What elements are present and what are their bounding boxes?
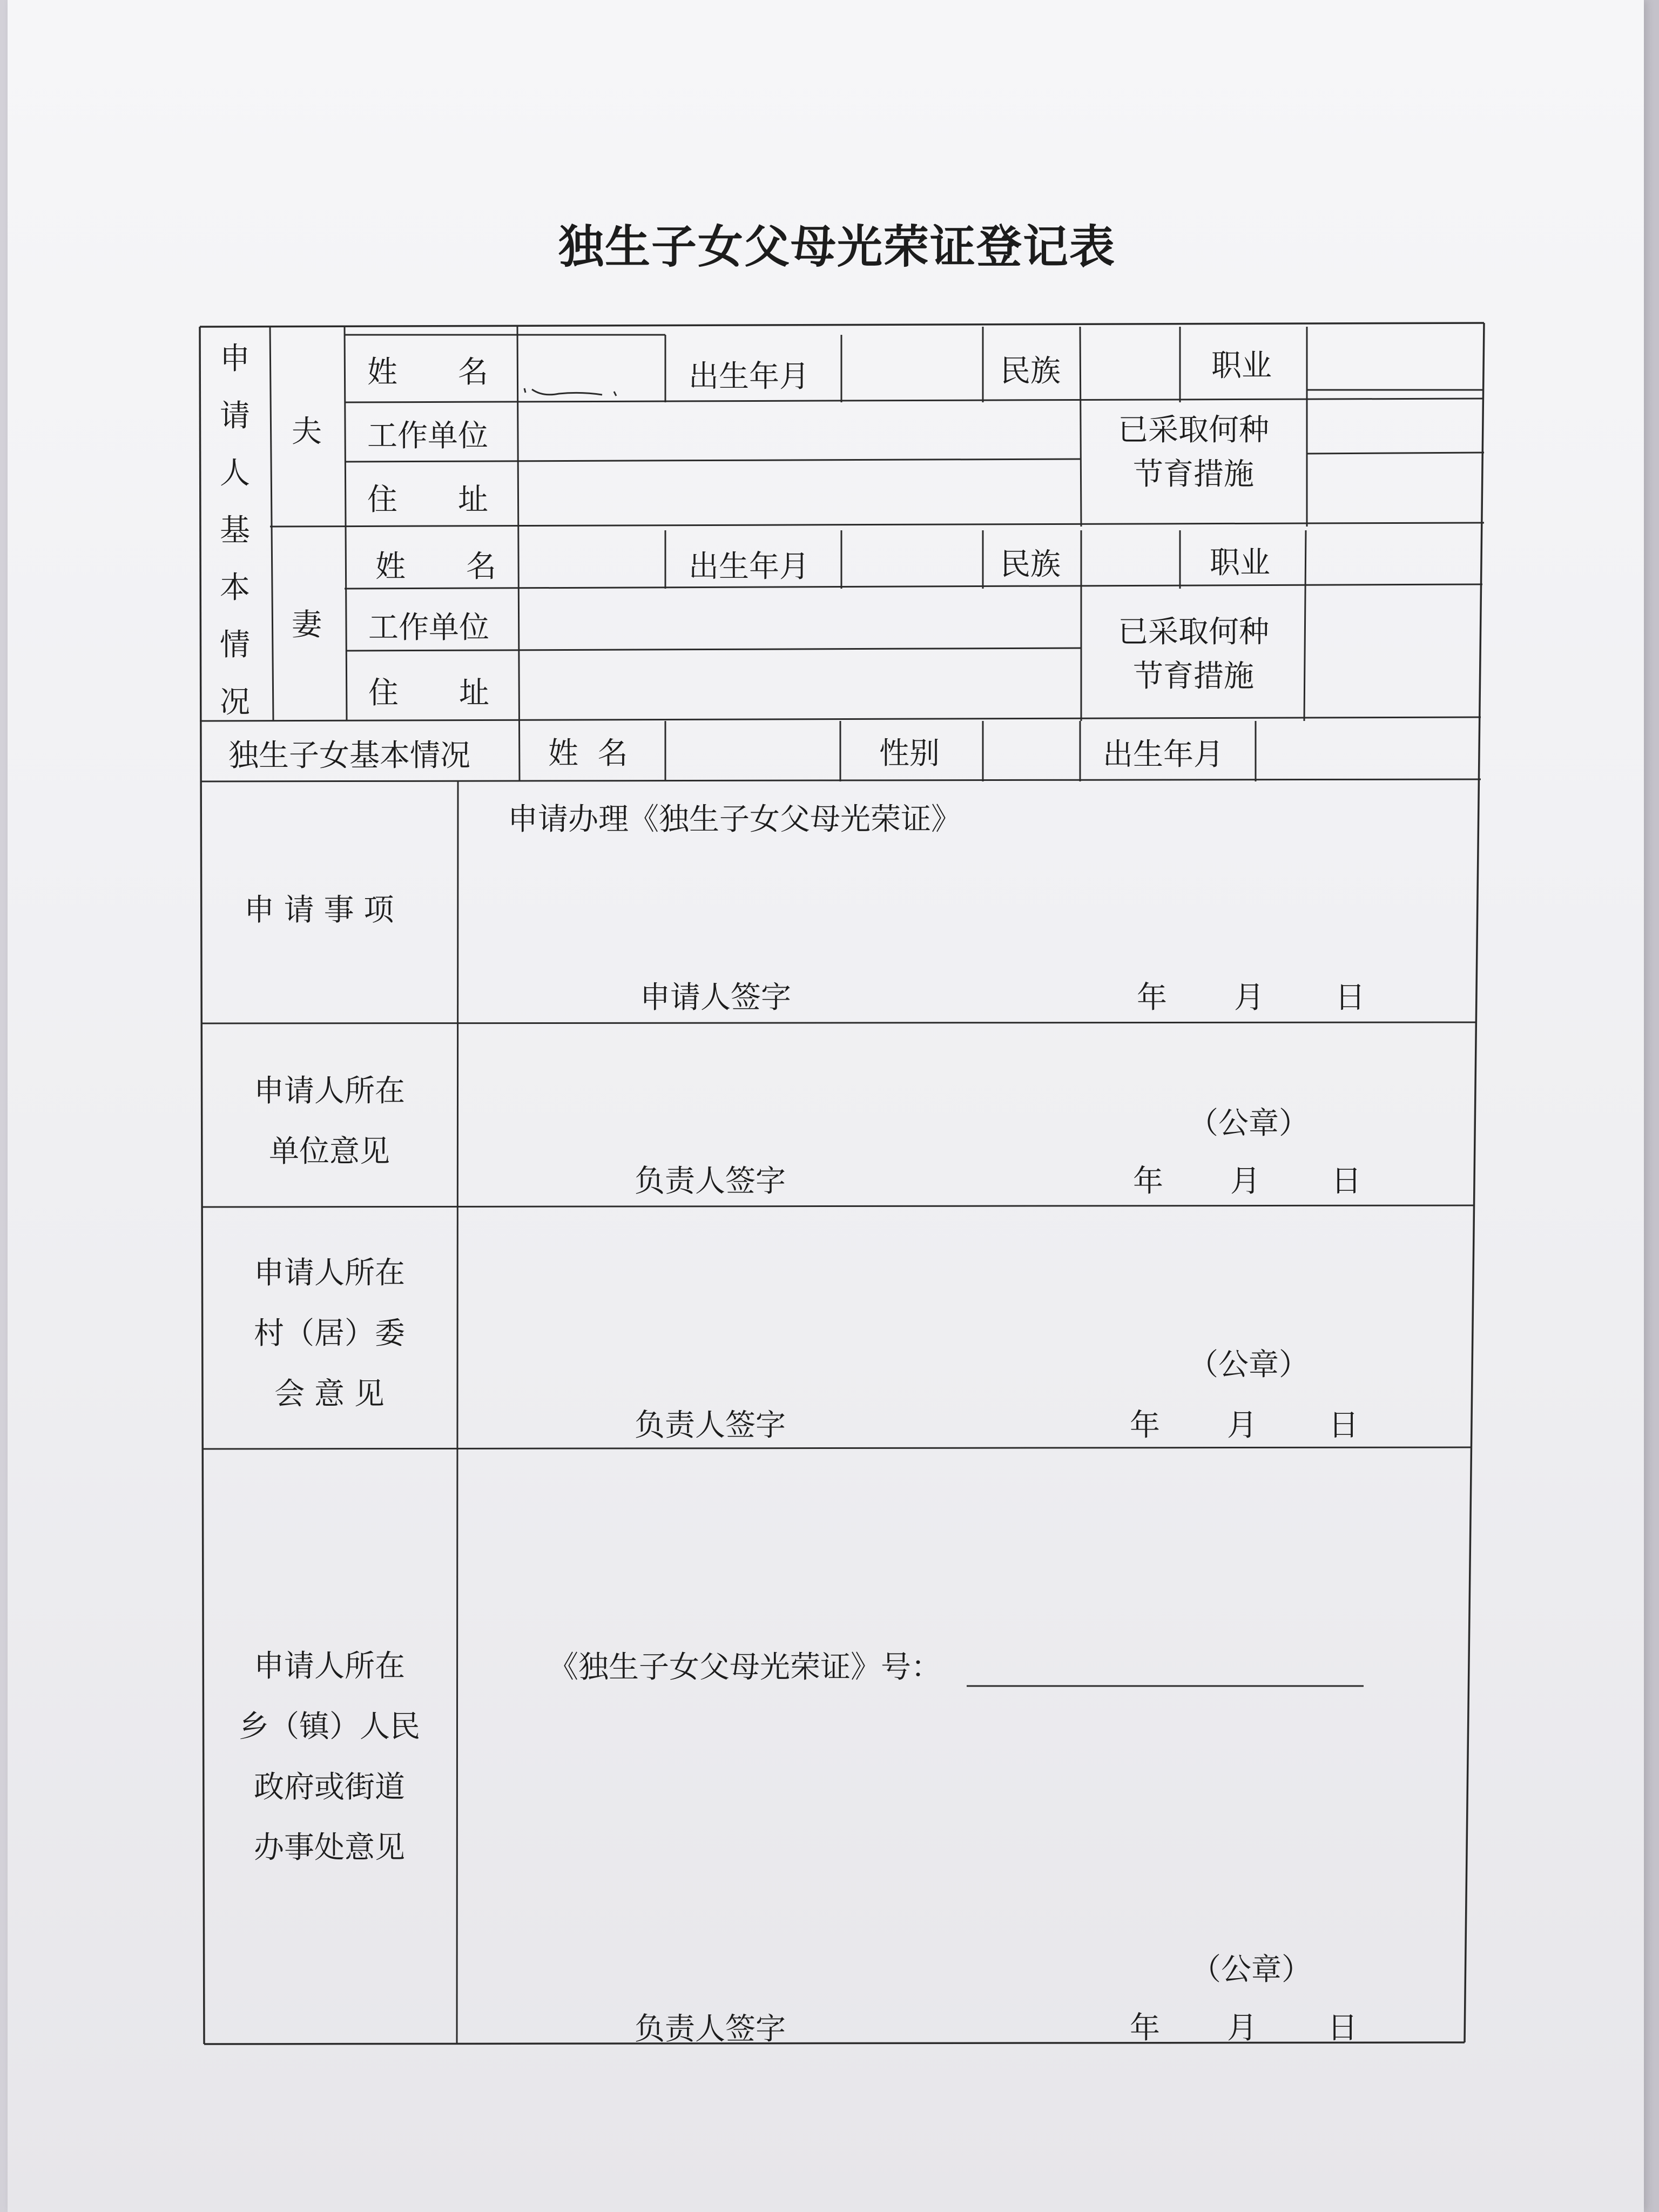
work-unit-date-day: 日: [1331, 1164, 1361, 1199]
husband-ethnicity-label: 民族: [1000, 354, 1061, 389]
application-content-area[interactable]: [459, 842, 1474, 967]
husband-occupation-field[interactable]: [1308, 328, 1483, 389]
child-name-label: 姓 名: [548, 736, 628, 771]
wife-workplace-label: 工作单位: [368, 610, 489, 645]
applicant-group-label: 申请人基本情况: [220, 341, 250, 720]
work-unit-seal: （公章）: [1188, 1106, 1309, 1141]
application-signature-label: 申请人签字: [640, 980, 791, 1015]
husband-label: 夫: [292, 414, 322, 449]
wife-occupation-label: 职业: [1210, 545, 1270, 581]
form-title: 独生子女父母光荣证登记表: [558, 220, 1116, 273]
township-opinion-area[interactable]: [459, 1701, 1464, 1939]
township-date-year: 年: [1130, 2011, 1160, 2046]
village-date-day: 日: [1328, 1408, 1359, 1443]
application-label: 申 请 事 项: [244, 893, 394, 928]
certificate-number-label: 《独生子女父母光荣证》号：: [548, 1650, 941, 1685]
husband-workplace-field[interactable]: [520, 404, 1079, 459]
wife-label: 妻: [292, 608, 322, 643]
village-signature-label: 负责人签字: [635, 1408, 786, 1443]
township-opinion-label: 申请人所在 乡（镇）人民 政府或街道 办事处意见: [239, 1649, 420, 1865]
husband-occupation-label: 职业: [1211, 348, 1272, 383]
husband-name-field[interactable]: [518, 336, 664, 401]
wife-name-field[interactable]: [521, 528, 664, 588]
child-birth-label: 出生年月: [1103, 737, 1224, 772]
application-text: 申请办理《独生子女父母光荣证》: [508, 802, 961, 837]
township-seal: （公章）: [1191, 1952, 1312, 1987]
application-date-month: 月: [1234, 980, 1264, 1015]
husband-contraception-label: 已采取何种 节育措施: [1118, 413, 1269, 492]
child-gender-label: 性别: [879, 736, 940, 771]
husband-contraception-field[interactable]: [1308, 401, 1483, 522]
village-date-month: 月: [1227, 1408, 1257, 1443]
wife-contraception-label: 已采取何种 节育措施: [1118, 615, 1269, 694]
husband-birth-label: 出生年月: [689, 359, 810, 394]
village-opinion-area[interactable]: [459, 1210, 1472, 1339]
child-name-field[interactable]: [666, 723, 839, 780]
wife-contraception-field[interactable]: [1307, 586, 1481, 716]
township-date-month: 月: [1227, 2011, 1257, 2046]
child-birth-field[interactable]: [1257, 721, 1480, 779]
husband-birth-field[interactable]: [842, 336, 982, 401]
husband-ethnicity-field[interactable]: [1081, 328, 1178, 401]
work-unit-opinion-label: 申请人所在 单位意见: [254, 1074, 405, 1169]
husband-address-field[interactable]: [520, 463, 1079, 525]
application-date-day: 日: [1335, 980, 1365, 1015]
husband-name-label: 姓 名: [367, 355, 488, 390]
application-date-year: 年: [1137, 980, 1167, 1015]
wife-birth-label: 出生年月: [689, 549, 810, 584]
township-date-day: 日: [1327, 2011, 1358, 2046]
wife-occupation-field[interactable]: [1307, 527, 1482, 583]
village-seal: （公章）: [1188, 1347, 1309, 1382]
work-unit-signature-label: 负责人签字: [635, 1164, 786, 1199]
wife-name-label: 姓 名: [375, 549, 496, 584]
wife-workplace-field[interactable]: [521, 591, 1080, 647]
wife-address-label: 住 址: [368, 676, 489, 711]
wife-ethnicity-label: 民族: [1000, 547, 1061, 582]
work-unit-date-year: 年: [1133, 1164, 1163, 1199]
work-unit-date-month: 月: [1230, 1164, 1260, 1199]
husband-workplace-label: 工作单位: [367, 419, 488, 454]
husband-address-label: 住 址: [367, 482, 488, 517]
village-opinion-label: 申请人所在 村（居）委 会 意 见: [254, 1256, 405, 1412]
wife-birth-field[interactable]: [842, 528, 982, 588]
township-signature-label: 负责人签字: [635, 2012, 786, 2047]
certificate-number-field[interactable]: [967, 1647, 1364, 1685]
village-date-year: 年: [1130, 1408, 1160, 1443]
work-unit-opinion-area[interactable]: [459, 1026, 1472, 1102]
child-section-label: 独生子女基本情况: [228, 738, 470, 773]
child-gender-field[interactable]: [984, 723, 1079, 780]
wife-address-field[interactable]: [521, 651, 1080, 718]
wife-ethnicity-field[interactable]: [1082, 528, 1178, 588]
